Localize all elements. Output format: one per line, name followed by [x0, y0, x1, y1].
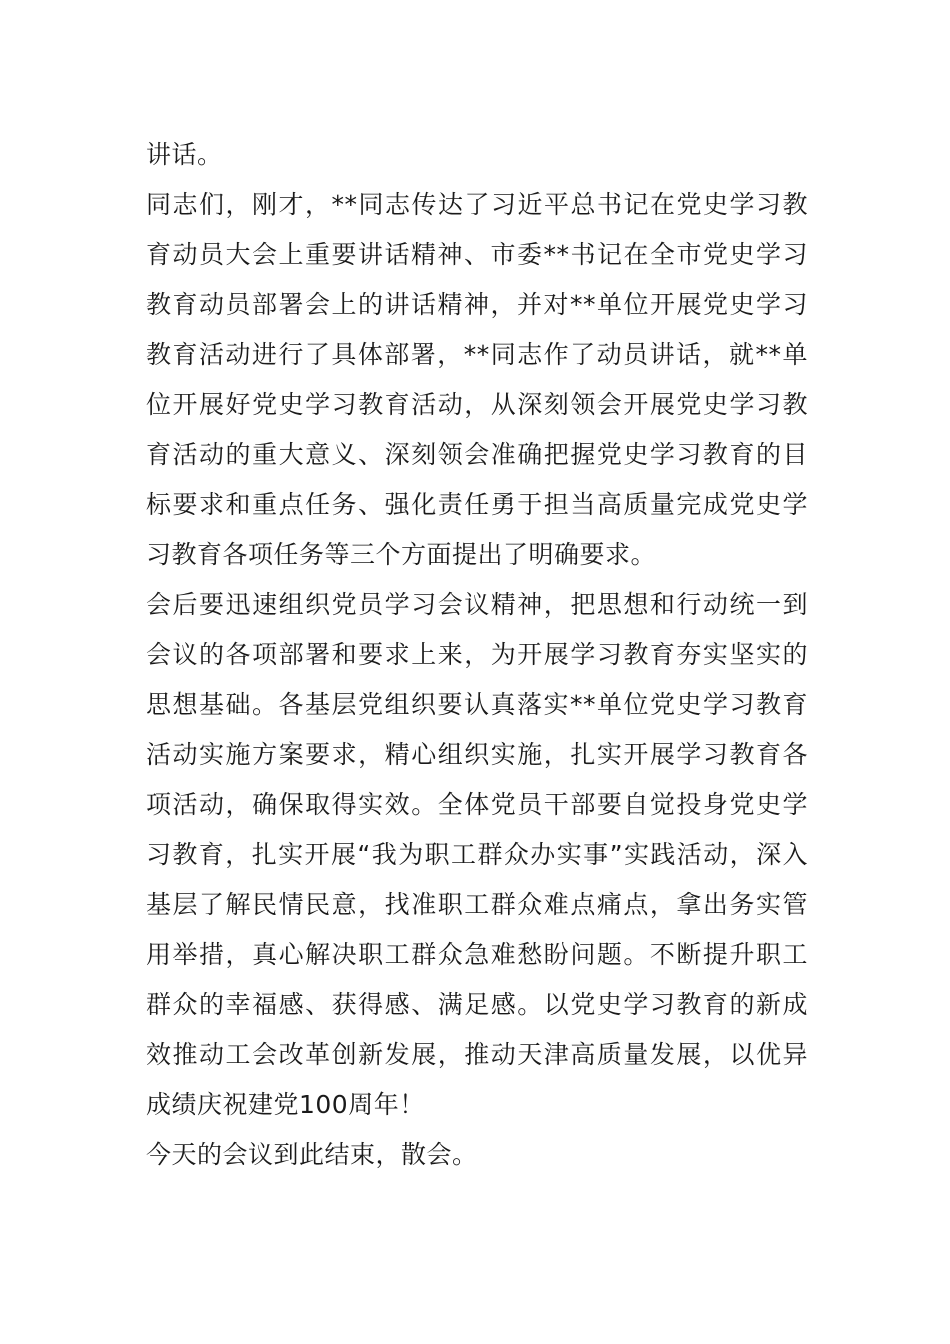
paragraph-requirements: 会后要迅速组织党员学习会议精神，把思想和行动统一到会议的各项部署和要求上来，为开展学习教育夯实坚实的思想基础。各基层党组织要认真落实**单位党史学习教育活动实施方案要求，精心组织实施，扎实开展学习教育各项活动，确保取得实效。全体党员干部要自觉投身党史学习教育，扎实开展“我为职工群众办实事”实践活动，深入基层了解民情民意，找准职工群众难点痛点，拿出务实管用举措，真心解决职工群众急难愁盼问题。不断提升职工群众的幸福感、获得感、满足感。以党史学习教育的新成效推动工会改革创新发展，推动天津高质量发展，以优异成绩庆祝建党100周年！: [146, 590, 808, 1119]
paragraph-summary: 同志们，刚才，**同志传达了习近平总书记在党史学习教育动员大会上重要讲话精神、市委**书记在全市党史学习教育动员部署会上的讲话精神，并对**单位开展党史学习教育活动进行了具体部署，**同志作了动员讲话，就**单位开展好党史学习教育活动，从深刻领会开展党史学习教育活动的重大意义、深刻领会准确把握党史学习教育的目标要求和重点任务、强化责任勇于担当高质量完成党史学习教育各项任务等三个方面提出了明确要求。: [146, 190, 808, 569]
paragraph-closing: 今天的会议到此结束，散会。: [146, 1140, 478, 1169]
paragraph-speech-end: 讲话。: [146, 140, 223, 169]
document-body: [146, 130, 808, 1180]
